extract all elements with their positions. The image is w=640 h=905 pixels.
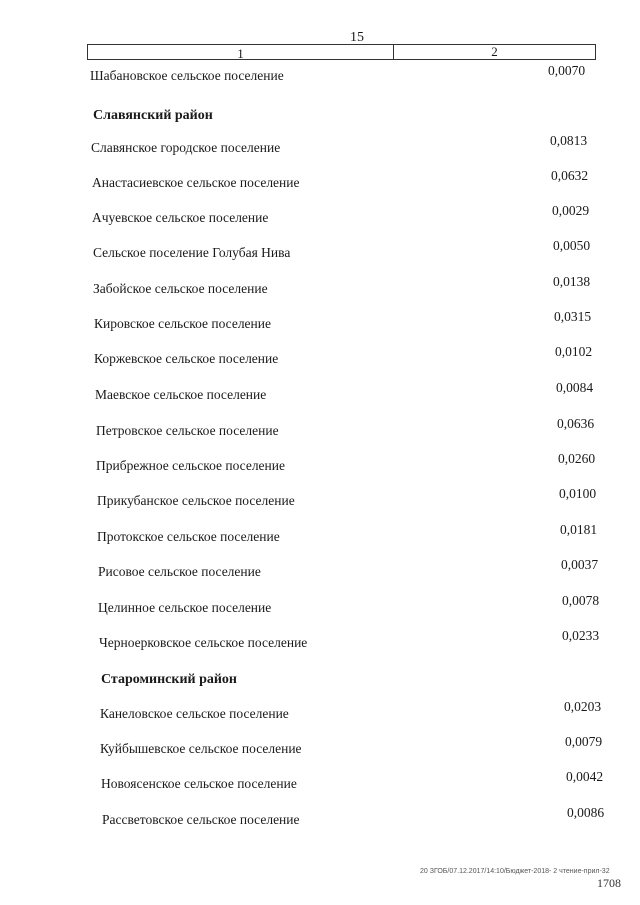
- settlement-value: 0,0100: [559, 486, 597, 501]
- settlement-value: 0,0050: [553, 238, 591, 253]
- settlement-value: 0,0632: [551, 168, 589, 183]
- settlement-name: Куйбышевское сельское поселение: [100, 741, 302, 756]
- settlement-name: Коржевское сельское поселение: [94, 351, 279, 366]
- settlement-value: 0,0138: [553, 274, 591, 289]
- settlement-value: 0,0102: [555, 344, 593, 359]
- settlement-value: 0,0079: [565, 734, 603, 749]
- settlement-value: 0,0813: [550, 133, 588, 148]
- settlement-value: 0,0181: [560, 522, 598, 537]
- settlement-value: 0,0086: [567, 805, 605, 820]
- settlement-name: Славянское городское поселение: [91, 140, 281, 155]
- footer-stamp: 20 ЗГОБ/07.12.2017/14:10/Бюджет-2018- 2 чтение-прил-32: [420, 868, 610, 875]
- settlement-name: Рассветовское сельское поселение: [102, 812, 300, 827]
- sheet-number: 1708: [597, 876, 621, 890]
- settlement-value: 0,0203: [564, 699, 602, 714]
- settlement-value: 0,0042: [566, 769, 604, 784]
- settlement-name: Маевское сельское поселение: [95, 387, 267, 402]
- settlement-value: 0,0037: [561, 557, 599, 572]
- settlement-name: Ачуевское сельское поселение: [92, 210, 269, 225]
- table-header: [87, 44, 596, 60]
- settlement-name: Кировское сельское поселение: [94, 316, 271, 331]
- table-header-col-1: 1: [88, 45, 394, 59]
- settlement-name: Новоясенское сельское поселение: [101, 776, 297, 791]
- settlement-value: 0,0070: [548, 63, 586, 78]
- settlement-name: Канеловское сельское поселение: [100, 706, 289, 721]
- settlement-name: Рисовое сельское поселение: [98, 564, 261, 579]
- settlement-name: Петровское сельское поселение: [96, 423, 279, 438]
- settlement-value: 0,0636: [557, 416, 595, 431]
- settlement-name: Черноерковское сельское поселение: [99, 635, 308, 650]
- settlement-value: 0,0233: [562, 628, 600, 643]
- district-heading: Староминский район: [101, 672, 237, 687]
- page-number: 15: [350, 30, 364, 45]
- settlement-name: Прибрежное сельское поселение: [96, 458, 285, 473]
- settlement-value: 0,0315: [554, 309, 592, 324]
- settlement-name: Забойское сельское поселение: [93, 281, 268, 296]
- settlement-value: 0,0084: [556, 380, 594, 395]
- settlement-name: Шабановское сельское поселение: [90, 68, 284, 83]
- settlement-name: Анастасиевское сельское поселение: [92, 175, 300, 190]
- settlement-name: Прикубанское сельское поселение: [97, 493, 295, 508]
- settlement-name: Сельское поселение Голубая Нива: [93, 245, 291, 260]
- settlement-value: 0,0260: [558, 451, 596, 466]
- table-header-col-2: 2: [491, 44, 498, 59]
- district-heading: Славянский район: [93, 108, 213, 123]
- settlement-name: Протокское сельское поселение: [97, 529, 280, 544]
- settlement-value: 0,0029: [552, 203, 590, 218]
- settlement-name: Целинное сельское поселение: [98, 600, 272, 615]
- settlement-value: 0,0078: [562, 593, 600, 608]
